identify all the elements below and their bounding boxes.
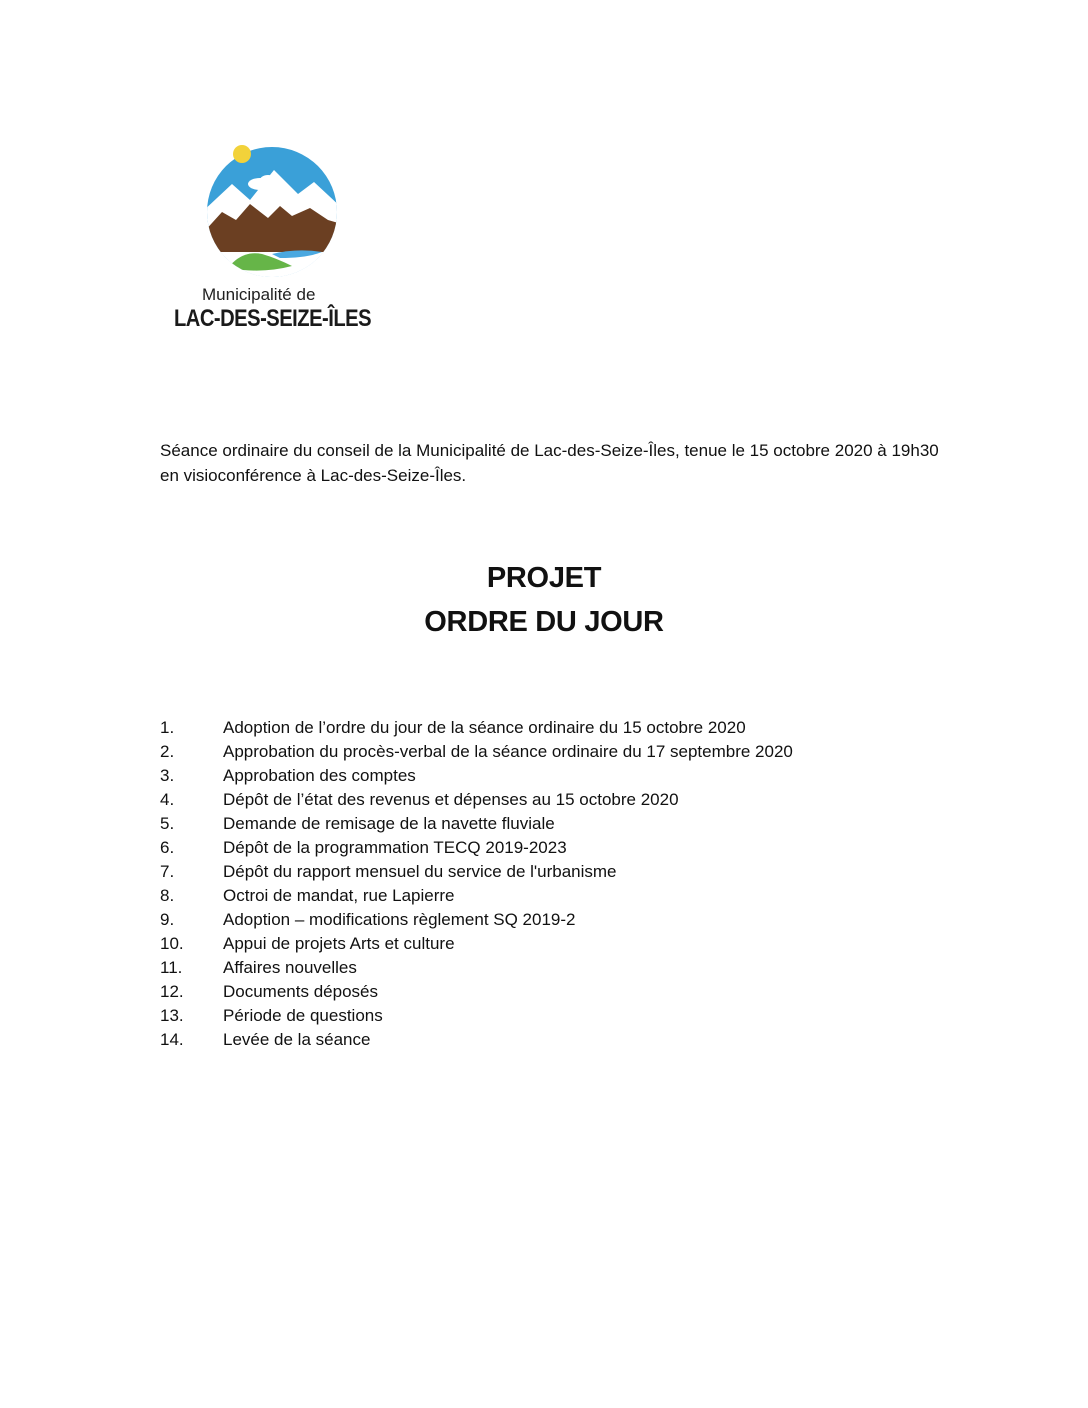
agenda-item [160, 788, 920, 812]
municipal-logo-mountains-icon [202, 142, 342, 282]
agenda-item-text: Dépôt de l’état des revenus et dépenses au 15 octobre 2020 [223, 790, 679, 809]
agenda-item [160, 1028, 920, 1052]
logo-line-municipalite: Municipalité de [202, 285, 316, 304]
agenda-item [160, 716, 920, 740]
agenda-item-number: 13. [160, 1006, 184, 1025]
agenda-item [160, 812, 920, 836]
document-title-projet: PROJET [486, 562, 602, 594]
agenda-item-text: Adoption de l’ordre du jour de la séance ordinaire du 15 octobre 2020 [223, 718, 746, 737]
agenda-item-number: 8. [160, 886, 175, 905]
agenda-item [160, 740, 920, 764]
document-title-ordre-du-jour: ORDRE DU JOUR [424, 606, 664, 638]
agenda-item-number: 9. [160, 910, 175, 929]
agenda-item-text: Octroi de mandat, rue Lapierre [223, 886, 455, 905]
agenda-item-text: Documents déposés [223, 982, 378, 1001]
agenda-item-text: Adoption – modifications règlement SQ 2019-2 [223, 910, 576, 929]
agenda-item-text: Demande de remisage de la navette fluviale [223, 814, 555, 833]
agenda-item [160, 860, 920, 884]
agenda-list [160, 716, 920, 1052]
agenda-item [160, 836, 920, 860]
agenda-item-number: 10. [160, 934, 184, 953]
agenda-item-number: 7. [160, 862, 175, 881]
agenda-item-number: 1. [160, 718, 175, 737]
agenda-item-text: Période de questions [223, 1006, 383, 1025]
agenda-item [160, 932, 920, 956]
agenda-item-number: 4. [160, 790, 175, 809]
meeting-intro-paragraph: Séance ordinaire du conseil de la Municipalité de Lac-des-Seize-Îles, tenue le 15 octobre 2020 à 19h30 en visioconférence à Lac-des-Seize-Îles. [160, 441, 939, 485]
agenda-item-number: 5. [160, 814, 175, 833]
logo-line-name: LAC-DES-SEIZE-ÎLES [174, 305, 372, 332]
agenda-item [160, 956, 920, 980]
agenda-item [160, 1004, 920, 1028]
agenda-item-text: Appui de projets Arts et culture [223, 934, 455, 953]
agenda-item-text: Affaires nouvelles [223, 958, 357, 977]
agenda-item-text: Dépôt du rapport mensuel du service de l'urbanisme [223, 862, 617, 881]
agenda-item-text: Levée de la séance [223, 1030, 371, 1049]
agenda-item-text: Approbation du procès-verbal de la séance ordinaire du 17 septembre 2020 [223, 742, 793, 761]
agenda-item-number: 6. [160, 838, 175, 857]
agenda-item-number: 14. [160, 1030, 184, 1049]
agenda-item-number: 3. [160, 766, 175, 785]
agenda-item [160, 908, 920, 932]
agenda-item-number: 12. [160, 982, 184, 1001]
agenda-item-text: Dépôt de la programmation TECQ 2019-2023 [223, 838, 567, 857]
agenda-item [160, 764, 920, 788]
agenda-item-number: 2. [160, 742, 175, 761]
agenda-item [160, 884, 920, 908]
agenda-item-number: 11. [160, 958, 183, 977]
agenda-item [160, 980, 920, 1004]
agenda-item-text: Approbation des comptes [223, 766, 416, 785]
municipal-logo [172, 142, 372, 332]
